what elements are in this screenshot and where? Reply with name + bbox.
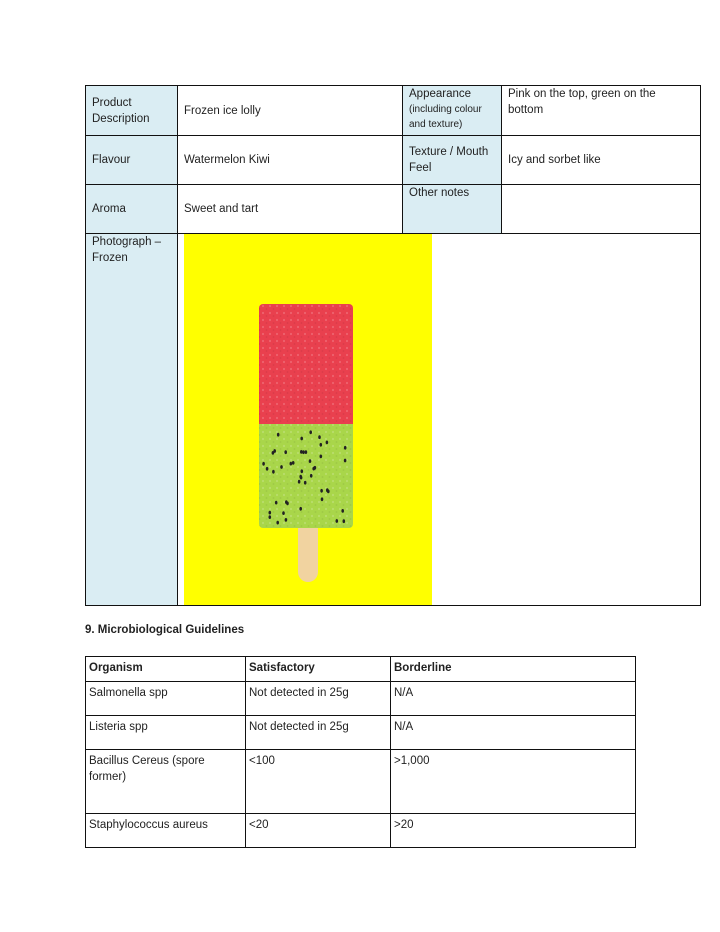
- kiwi-seed: [305, 450, 308, 454]
- kiwi-seed: [309, 459, 312, 463]
- flavour-value: Watermelon Kiwi: [178, 136, 403, 185]
- spec-row-aroma: [86, 185, 701, 234]
- kiwi-seed: [301, 469, 304, 473]
- kiwi-seed: [320, 489, 323, 493]
- micro-header-row: [86, 657, 636, 682]
- appearance-value: Pink on the top, green on the bottom: [502, 86, 701, 136]
- kiwi-seed: [285, 500, 288, 504]
- microbiological-table: [85, 656, 636, 848]
- micro-cell-satisfactory: Not detected in 25g: [246, 716, 391, 750]
- kiwi-seed: [321, 497, 324, 501]
- microbiological-heading: 9. Microbiological Guidelines: [85, 624, 245, 636]
- micro-row: [86, 716, 636, 750]
- kiwi-seed: [300, 437, 303, 441]
- micro-cell-borderline: >20: [391, 814, 636, 848]
- spec-row-flavour: [86, 136, 701, 185]
- micro-header-borderline: Borderline: [391, 657, 636, 682]
- micro-cell-borderline: N/A: [391, 716, 636, 750]
- flavour-label: Flavour: [86, 136, 178, 185]
- kiwi-seed: [300, 450, 303, 454]
- micro-header-organism: Organism: [86, 657, 246, 682]
- kiwi-seed: [272, 470, 275, 474]
- kiwi-seed: [309, 430, 312, 434]
- kiwi-seed: [292, 461, 295, 465]
- other-notes-value: [502, 185, 701, 234]
- appearance-label: Appearance: [409, 88, 472, 100]
- popsicle-illustration: [184, 234, 432, 605]
- kiwi-seed: [344, 446, 347, 450]
- kiwi-seed: [326, 488, 329, 492]
- micro-cell-satisfactory: Not detected in 25g: [246, 682, 391, 716]
- popsicle-photo: [184, 234, 432, 605]
- kiwi-seed: [273, 449, 276, 453]
- micro-cell-organism: Staphylococcus aureus: [86, 814, 246, 848]
- kiwi-seed: [262, 462, 265, 466]
- kiwi-seed: [276, 521, 279, 525]
- kiwi-seed: [269, 515, 272, 519]
- micro-cell-satisfactory: <20: [246, 814, 391, 848]
- product-description-value: Frozen ice lolly: [178, 86, 403, 136]
- micro-cell-borderline: >1,000: [391, 750, 636, 814]
- kiwi-seed: [282, 511, 285, 515]
- texture-value: Icy and sorbet like: [502, 136, 701, 185]
- aroma-label: Aroma: [86, 185, 178, 234]
- kiwi-seed: [302, 450, 305, 454]
- product-description-label: Product Description: [86, 86, 178, 136]
- kiwi-seed: [320, 455, 323, 459]
- micro-cell-satisfactory: <100: [246, 750, 391, 814]
- kiwi-seed: [326, 441, 329, 445]
- kiwi-seed: [269, 511, 272, 515]
- kiwi-seed: [304, 481, 307, 485]
- kiwi-seed: [299, 507, 302, 511]
- photograph-cell: [178, 234, 701, 606]
- appearance-sublabel: (including colour and texture): [409, 104, 482, 130]
- kiwi-seed: [290, 462, 293, 466]
- kiwi-seed: [275, 501, 278, 505]
- photograph-label: Photograph – Frozen: [86, 234, 178, 606]
- spec-row-photograph: [86, 234, 701, 606]
- aroma-value: Sweet and tart: [178, 185, 403, 234]
- micro-cell-organism: Bacillus Cereus (spore former): [86, 750, 246, 814]
- kiwi-seed: [341, 509, 344, 513]
- micro-header-satisfactory: Satisfactory: [246, 657, 391, 682]
- micro-row: [86, 682, 636, 716]
- micro-cell-organism: Salmonella spp: [86, 682, 246, 716]
- appearance-label-cell: [403, 86, 502, 136]
- kiwi-seed: [318, 435, 321, 439]
- kiwi-seed: [280, 465, 283, 469]
- micro-row: [86, 750, 636, 814]
- kiwi-seed: [336, 519, 339, 523]
- kiwi-seed: [284, 450, 287, 454]
- spec-row-description: [86, 86, 701, 136]
- kiwi-seed: [314, 466, 317, 470]
- kiwi-seed: [298, 480, 301, 484]
- kiwi-seed: [299, 475, 302, 479]
- kiwi-seed: [310, 474, 313, 478]
- other-notes-label: Other notes: [403, 185, 502, 234]
- product-spec-table: [85, 85, 701, 606]
- micro-cell-borderline: N/A: [391, 682, 636, 716]
- kiwi-seed: [343, 519, 346, 523]
- kiwi-seed: [285, 518, 288, 522]
- kiwi-seed: [266, 467, 269, 471]
- micro-row: [86, 814, 636, 848]
- kiwi-seed: [320, 443, 323, 447]
- micro-cell-organism: Listeria spp: [86, 716, 246, 750]
- kiwi-seed: [344, 459, 347, 463]
- texture-label: Texture / Mouth Feel: [403, 136, 502, 185]
- kiwi-seed: [277, 433, 280, 437]
- popsicle-stick: [298, 520, 318, 582]
